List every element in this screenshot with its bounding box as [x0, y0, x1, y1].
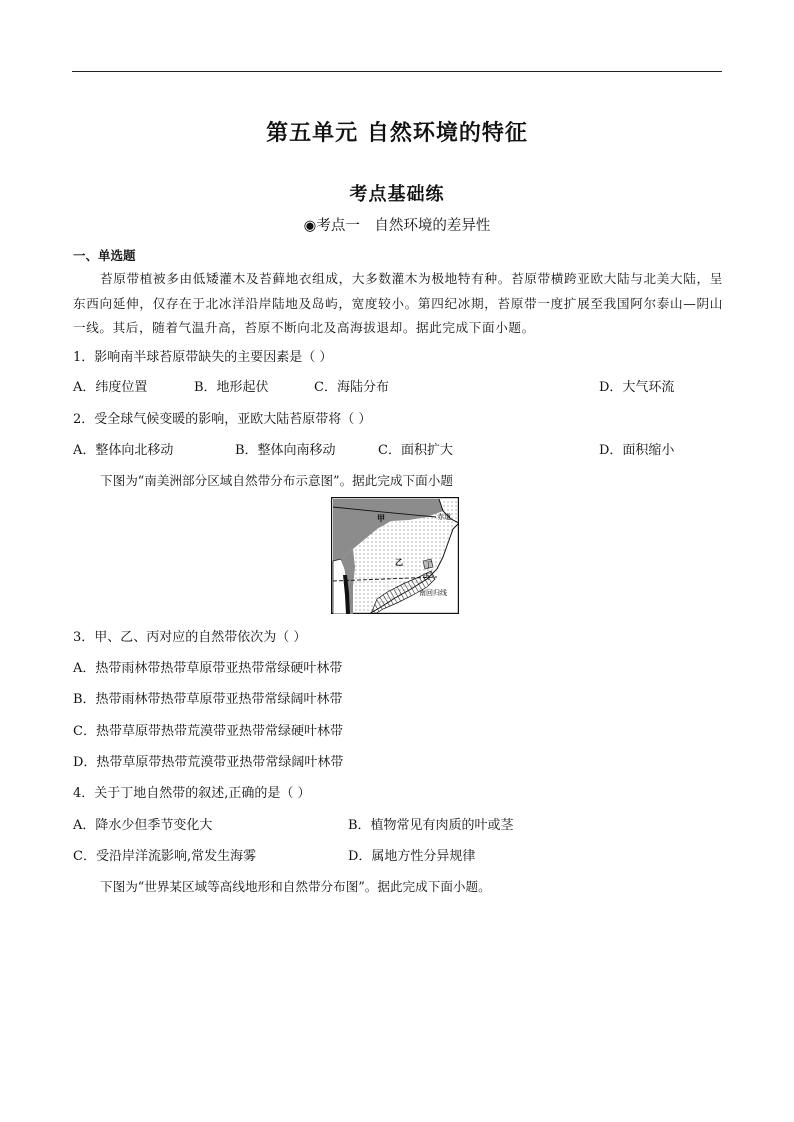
label-jia: 甲 [377, 514, 385, 523]
header-rule [72, 71, 722, 72]
question-3-option-d: D．热带草原带热带荒漠带亚热带常绿阔叶林带 [73, 755, 344, 770]
section-heading: 一、单选题 [73, 248, 136, 263]
page-subtitle: 考点基础练 [349, 184, 445, 205]
label-yi: 乙 [395, 558, 403, 567]
question-3-stem: 3．甲、乙、丙对应的自然带依次为（ ） [73, 630, 307, 645]
question-3-option-a: A．热带雨林带热带草原带亚热带常绿硬叶林带 [73, 661, 343, 676]
question-1-stem: 1．影响南半球苔原带缺失的主要因素是（ ） [73, 350, 333, 365]
kaodian-heading: ◉考点一 自然环境的差异性 [303, 218, 491, 234]
label-tropic: 南回归线 [419, 589, 447, 597]
question-1-option-d: D．大气环流 [599, 380, 675, 395]
label-equator: 赤道 [437, 513, 451, 521]
label-ding: 丁 [425, 561, 432, 569]
question-2-option-c: C．面积扩大 [378, 443, 453, 458]
map-intro-text: 下图为“南美洲部分区域自然带分布示意图”。据此完成下面小题 [100, 473, 453, 488]
question-1-option-b: B．地形起伏 [194, 380, 269, 395]
question-4-option-b: B．植物常见有肉质的叶或茎 [348, 818, 514, 833]
question-4-stem: 4．关于丁地自然带的叙述,正确的是（ ） [73, 786, 311, 801]
question-1-option-a: A．纬度位置 [73, 380, 148, 395]
south-america-map [331, 497, 459, 614]
map2-intro-text: 下图为“世界某区域等高线地形和自然带分布图”。据此完成下面小题。 [100, 879, 491, 894]
question-3-option-b: B．热带雨林带热带草原带亚热带常绿阔叶林带 [73, 692, 343, 707]
question-2-stem: 2．受全球气候变暖的影响，亚欧大陆苔原带将（ ） [73, 412, 372, 427]
label-bing: 丙 [423, 573, 430, 581]
question-2-option-d: D．面积缩小 [599, 443, 675, 458]
question-2-option-b: B．整体向南移动 [235, 443, 336, 458]
question-4-option-d: D．属地方性分异规律 [348, 849, 476, 864]
question-4-option-c: C．受沿岸洋流影响,常发生海雾 [73, 849, 257, 864]
question-2-option-a: A．整体向北移动 [73, 443, 174, 458]
page-title: 第五单元 自然环境的特征 [266, 121, 528, 146]
question-1-option-c: C．海陆分布 [314, 380, 389, 395]
question-3-option-c: C．热带草原带热带荒漠带亚热带常绿硬叶林带 [73, 724, 343, 739]
reading-passage: 苔原带植被多由低矮灌木及苔藓地衣组成，大多数灌木为极地特有种。苔原带横跨亚欧大陆与北美大陆，呈东西向延伸，仅存在于北冰洋沿岸陆地及岛屿，宽度较小。第四纪冰期，苔原带一度扩展至我国阿尔泰山—阴山一线。其后，随着气温升高，苔原不断向北及高海拔退却。据此完成下面小题。 [73, 271, 723, 335]
question-4-option-a: A．降水少但季节变化大 [73, 818, 213, 833]
